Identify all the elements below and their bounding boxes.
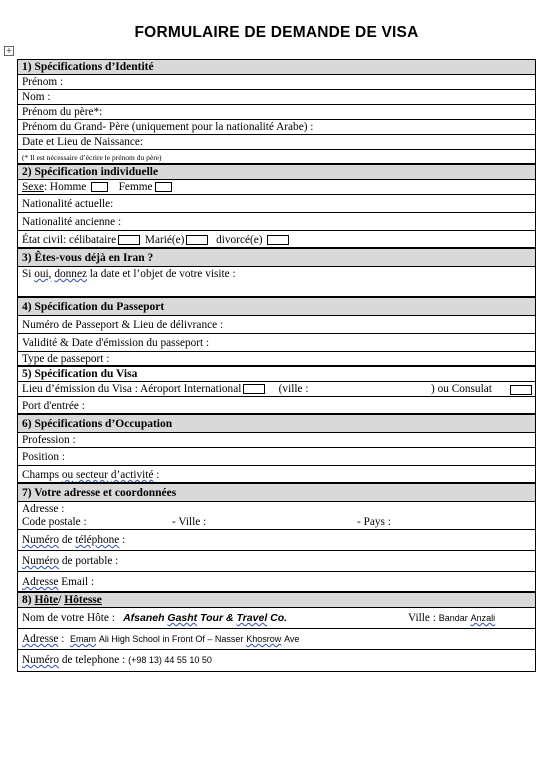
etat-civil-marie-label: Marié(e) <box>144 234 185 246</box>
tel-hote-numero: Numéro <box>22 654 60 666</box>
text-adresse: Adresse <box>22 576 59 588</box>
text-ou: ou <box>61 469 74 481</box>
adresse-hote-ave: Ave <box>284 634 300 644</box>
field-adresse-block[interactable] <box>18 502 535 530</box>
field-validite-passeport[interactable]: Validité & Date d'émission du passeport : <box>18 334 535 352</box>
checkbox-celibataire[interactable] <box>118 235 140 245</box>
section-identity-header: 1) Spécifications d’Identité <box>18 60 535 75</box>
tel-hote-value: (+98 13) 44 55 10 50 <box>128 655 212 665</box>
checkbox-femme[interactable] <box>155 182 172 192</box>
adresse-hote-mid: Ali High School in Front Of – Nasser <box>98 634 244 644</box>
section-occupation-header: 6) Spécifications d’Occupation <box>18 415 535 433</box>
text-activite: d’activité <box>110 469 154 481</box>
lieu-emission-label: Lieu d’émission du Visa : Aéroport International <box>22 383 242 395</box>
text-oui: oui, <box>34 268 52 280</box>
adresse-hote-label: Adresse <box>22 633 59 645</box>
etat-civil-celibataire-label: État civil: célibataire <box>22 234 117 246</box>
text-email: Email : <box>61 576 95 588</box>
ville-hote-bandar: Bandar <box>438 613 468 623</box>
ville-hote-label: Ville : <box>408 612 436 624</box>
section-host-header <box>18 593 535 608</box>
section-visa-header: 5) Spécification du Visa <box>18 367 535 382</box>
hotel-word-tour: Tour & <box>200 612 234 624</box>
text-numero: Numéro <box>22 534 60 546</box>
visa-form-table <box>17 59 536 672</box>
tel-hote-telephone: telephone : <box>75 654 126 666</box>
hotel-word-co: Co. <box>270 612 288 624</box>
field-adresse-hote[interactable] <box>18 629 535 650</box>
field-profession[interactable]: Profession : <box>18 433 535 448</box>
field-prenom-grand-pere[interactable]: Prénom du Grand- Père (uniquement pour la nationalité Arabe) : <box>18 120 535 135</box>
field-lieu-emission-visa <box>18 382 535 397</box>
tel-hote-de: de <box>61 654 73 666</box>
adresse-hote-emam: Emam <box>70 634 97 644</box>
field-visite-iran[interactable] <box>18 267 535 298</box>
sexe-femme-label: Femme <box>118 181 153 193</box>
adresse-hote-colon: : <box>61 633 65 645</box>
field-port-entree[interactable]: Port d'entrée : <box>18 397 535 415</box>
text-telephone: téléphone <box>75 534 120 546</box>
consulat-label: ) ou Consulat <box>431 383 492 395</box>
text-de-portable: de portable : <box>61 555 119 567</box>
field-numero-portable[interactable] <box>18 551 535 572</box>
text-si: Si <box>22 268 32 280</box>
ville-label-7: - Ville : <box>172 516 207 528</box>
checkbox-homme[interactable] <box>91 182 108 192</box>
text-telephone-colon: : <box>122 534 126 546</box>
field-nationalite-ancienne[interactable]: Nationalité ancienne : <box>18 213 535 231</box>
field-etat-civil <box>18 231 535 249</box>
text-numero-portable: Numéro <box>22 555 60 567</box>
host-header-hote: Hôte <box>34 594 59 606</box>
hote-name-value <box>121 612 288 624</box>
field-sexe <box>18 180 535 195</box>
field-nom[interactable]: Nom : <box>18 90 535 105</box>
ville-hote-anzali: Anzali <box>470 613 496 623</box>
field-prenom[interactable]: Prénom : <box>18 75 535 90</box>
section-individual-header: 2) Spécification individuelle <box>18 165 535 180</box>
table-move-handle-icon[interactable]: + <box>5 46 13 55</box>
sexe-homme-label: : Homme <box>43 181 87 193</box>
host-header-slash: / <box>58 594 62 606</box>
field-date-lieu-naissance[interactable]: Date et Lieu de Naissance: <box>18 135 535 150</box>
text-secteur: secteur <box>75 469 108 481</box>
field-position[interactable]: Position : <box>18 448 535 466</box>
text-donnez: donnez <box>54 268 87 280</box>
text-champs-colon: : <box>156 469 160 481</box>
hotel-word-travel: Travel <box>236 612 268 624</box>
field-adresse: Adresse : <box>22 503 65 515</box>
host-header-number: 8) <box>22 594 32 606</box>
nom-hote-label: Nom de votre Hôte : <box>22 612 115 624</box>
field-nom-hote[interactable] <box>18 608 535 629</box>
field-numero-telephone[interactable] <box>18 530 535 551</box>
checkbox-marie[interactable] <box>186 235 208 245</box>
text-visite-rest: la date et l’objet de votre visite : <box>89 268 236 280</box>
code-postale-label: Code postale : <box>22 516 87 528</box>
checkbox-consulat[interactable] <box>510 385 532 395</box>
checkbox-divorce[interactable] <box>267 235 289 245</box>
adresse-hote-khosrow: Khosrow <box>246 634 282 644</box>
hotel-word-afsaneh: Afsaneh <box>123 612 165 624</box>
field-type-passeport[interactable]: Type de passeport : <box>18 352 535 367</box>
section-address-header: 7) Votre adresse et coordonnées <box>18 484 535 502</box>
field-nationalite-actuelle[interactable]: Nationalité actuelle: <box>18 195 535 213</box>
section-iran-header: 3) Êtes-vous déjà en Iran ? <box>18 249 535 267</box>
pays-label: - Pays : <box>357 516 391 528</box>
field-prenom-pere[interactable]: Prénom du père*: <box>18 105 535 120</box>
checkbox-aeroport[interactable] <box>243 384 265 394</box>
field-champs-activite[interactable] <box>18 466 535 484</box>
field-adresse-email[interactable] <box>18 572 535 593</box>
etat-civil-divorce-label: divorcé(e) <box>216 234 263 246</box>
text-champs: Champs <box>22 469 60 481</box>
ville-label: (ville : <box>278 383 309 395</box>
host-header-hotesse: Hôtesse <box>64 594 102 606</box>
hotel-word-gasht: Gasht <box>167 612 198 624</box>
text-de: de <box>61 534 73 546</box>
field-telephone-hote[interactable] <box>18 650 535 671</box>
note-prenom-pere: (* Il est nécessaire d’écrire le prénom du père) <box>18 150 535 165</box>
section-passport-header: 4) Spécification du Passeport <box>18 298 535 316</box>
sexe-label: Sexe <box>22 181 44 193</box>
field-code-ville-pays <box>22 516 531 529</box>
page-title: FORMULAIRE DE DEMANDE DE VISA <box>134 24 419 41</box>
ville-hote <box>408 608 495 628</box>
field-numero-passeport[interactable]: Numéro de Passeport & Lieu de délivrance : <box>18 316 535 334</box>
